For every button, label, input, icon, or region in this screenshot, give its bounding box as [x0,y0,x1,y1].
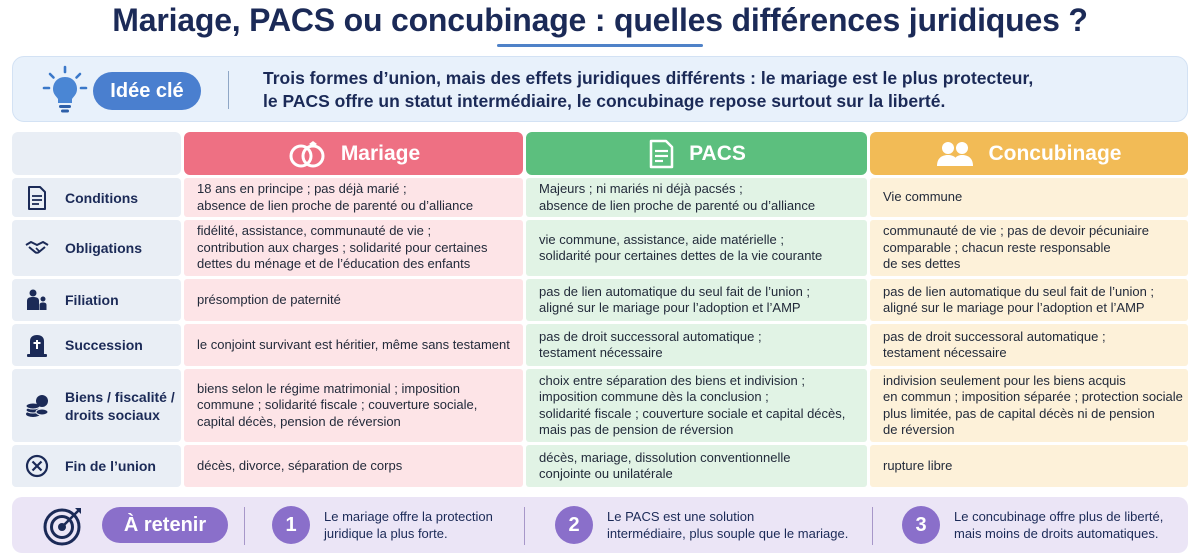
cell-mariage [184,324,523,366]
row-label-line: Biens / fiscalité / [65,388,175,405]
row-label-text: Filiation [65,292,119,308]
takeaway-number: 1 [272,506,310,544]
cell-line: rupture libre [883,457,953,473]
row-label-text [65,388,175,424]
cell-mariage [184,369,523,442]
takeaway-number: 2 [555,506,593,544]
takeaway-line: intermédiaire, plus souple que le mariage. [607,525,849,541]
row-label-text: Succession [65,337,143,353]
row-label-fin-union [12,445,181,487]
cell-pacs [526,279,867,321]
cell-line: 18 ans en principe ; pas déjà marié ; [197,181,407,196]
handshake-icon [24,235,50,261]
gravestone-icon [24,332,50,358]
cell-concubinage [870,178,1188,217]
cell-line: absence de lien proche de parenté ou d’alliance [539,197,816,213]
cell-line: indivision seulement pour les biens acquis [883,372,1126,388]
cell-line: décès, divorce, séparation de corps [197,457,403,473]
banner-divider [228,71,229,109]
column-label: Concubinage [988,141,1122,165]
takeaway-text [324,509,493,542]
cell-line: en commun ; imposition séparée ; protection sociale [883,389,1183,404]
row-label-succession [12,324,181,366]
cell-pacs [526,324,867,366]
cell-line: pas de droit successoral automatique ; [539,328,762,344]
cell-line: comparable ; chacun reste responsable [883,239,1111,255]
cell-line: aligné sur le mariage pour l’adoption et l’AMP [883,300,1145,315]
cell-concubinage [870,324,1188,366]
cell-line: biens selon le régime matrimonial ; imposition [197,380,461,396]
cell-line: vie commune, assistance, aide matérielle ; [539,231,784,247]
takeaway-line: Le PACS est une solution [607,509,755,524]
takeaway-line: Le mariage offre la protection [324,509,493,524]
key-idea-line: le PACS offre un statut intermédiaire, le concubinage repose surtout sur la liberté. [263,91,946,111]
people-icon [936,140,974,168]
cell-concubinage [870,369,1188,442]
cell-mariage [184,220,523,276]
cell-concubinage [870,445,1188,487]
row-label-text: Fin de l’union [65,458,156,474]
cell-pacs [526,178,867,217]
cell-concubinage [870,279,1188,321]
cell-line: solidarité fiscale ; couverture sociale et capital décès, [539,405,846,421]
row-label-obligations [12,220,181,276]
column-label: Mariage [340,141,421,165]
cell-line: fidélité, assistance, communauté de vie ; [197,223,432,239]
key-idea-pill: Idée clé [93,72,201,110]
row-label-biens [12,369,181,442]
header-corner [12,132,181,175]
row-label-filiation [12,279,181,321]
cell-line: décès, mariage, dissolution conventionnelle [539,449,791,465]
column-label: PACS [689,141,746,165]
takeaway-text [607,509,848,542]
cell-line: commune ; solidarité fiscale ; couverture sociale, [197,397,478,413]
cell-line: de réversion [883,422,955,437]
cell-line: communauté de vie ; pas de devoir pécuniaire [883,223,1149,239]
cell-line: mais pas de pension de réversion [539,422,734,437]
takeaway-line: mais moins de droits automatiques. [954,525,1159,541]
row-label-conditions [12,178,181,217]
row-label-line: droits sociaux [65,406,160,423]
cell-concubinage [870,220,1188,276]
cell-line: présomption de paternité [197,291,341,307]
cell-line: solidarité pour certaines dettes de la vie courante [539,248,823,263]
takeaways-footer [12,497,1188,553]
cell-line: Vie commune [883,189,963,205]
file-icon [24,185,50,211]
takeaway-text [954,509,1163,542]
cell-mariage [184,445,523,487]
cell-line: absence de lien proche de parenté ou d’alliance [197,197,474,213]
row-label-text: Obligations [65,240,142,256]
coins-icon [24,393,50,419]
title-underline [497,44,703,47]
takeaway-number: 3 [902,506,940,544]
takeaways-pill: À retenir [102,507,228,543]
cell-line: plus limitée, pas de capital décès ni de pension [883,405,1155,421]
cell-pacs [526,445,867,487]
cell-line: testament nécessaire [539,345,663,360]
column-header-mariage [184,132,523,175]
key-idea-banner [12,56,1188,122]
cell-line: Majeurs ; ni mariés ni déjà pacsés ; [539,181,743,196]
cell-pacs [526,220,867,276]
document-icon [647,138,675,170]
footer-divider [524,507,525,545]
cell-line: dettes du ménage et de l’éducation des enfants [197,256,471,272]
column-header-concubinage [870,132,1188,175]
column-header-pacs [526,132,867,175]
target-icon [42,505,84,547]
takeaway-line: Le concubinage offre plus de liberté, [954,509,1164,524]
cell-line: contribution aux charges ; solidarité pour certaines [197,239,488,255]
cell-line: pas de lien automatique du seul fait de l’union ; [883,283,1155,299]
footer-divider [244,507,245,545]
lightbulb-icon [41,65,89,115]
cell-line: de ses dettes [883,256,961,272]
cell-line: pas de lien automatique du seul fait de l’union ; [539,283,811,299]
cell-pacs [526,369,867,442]
family-icon [24,287,50,313]
cell-line: choix entre séparation des biens et indivision ; [539,372,805,388]
key-idea-text [263,67,1163,113]
cell-line: conjointe ou unilatérale [539,466,673,481]
cell-mariage [184,279,523,321]
cell-line: pas de droit successoral automatique ; [883,328,1106,344]
takeaway-line: juridique la plus forte. [324,525,448,541]
rings-icon [287,140,327,168]
row-label-text: Conditions [65,189,139,206]
cell-line: aligné sur le mariage pour l’adoption et l’AMP [539,300,801,315]
footer-divider [872,507,873,545]
page-title: Mariage, PACS ou concubinage : quelles différences juridiques ? [112,2,1088,38]
cell-line: capital décès, pension de réversion [197,413,401,429]
cell-mariage [184,178,523,217]
cell-line: testament nécessaire [883,345,1007,360]
key-idea-line: Trois formes d’union, mais des effets juridiques différents : le mariage est le plus protecteur, [263,68,1034,88]
cell-line: imposition commune dès la conclusion ; [539,389,769,404]
cross-circle-icon [24,453,50,479]
cell-line: le conjoint survivant est héritier, même sans testament [197,336,510,352]
